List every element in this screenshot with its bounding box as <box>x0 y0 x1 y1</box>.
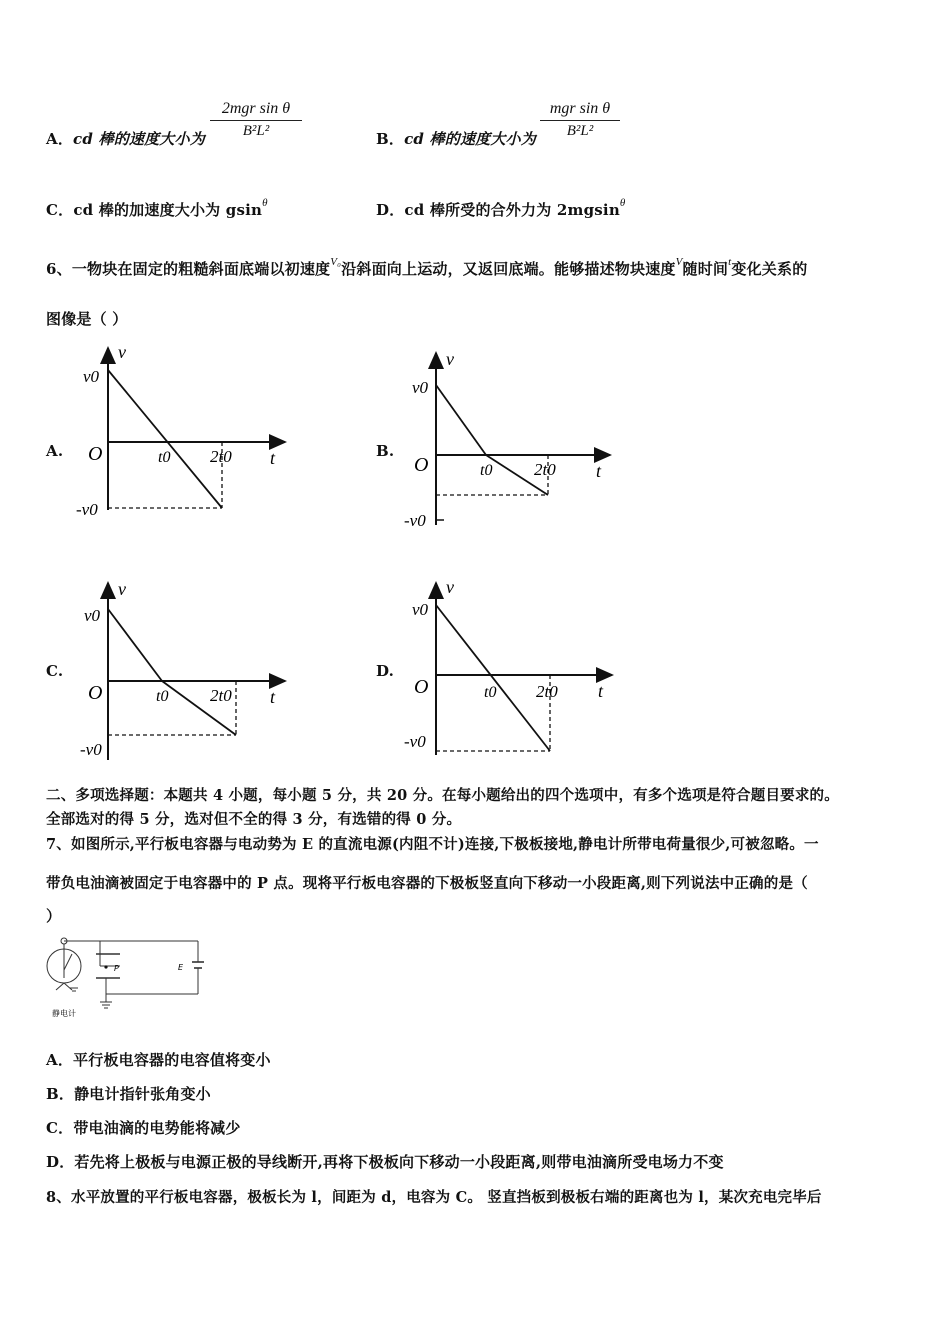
p-label: P <box>114 964 119 973</box>
velocity-line-up <box>108 609 162 681</box>
v-label: v <box>446 349 454 369</box>
2t0-label: 2t0 <box>210 447 232 466</box>
option-b-text: cd 棒的速度大小为 <box>404 130 536 148</box>
q6-option-a-label[interactable]: A. <box>46 442 64 460</box>
v0-label: v0 <box>84 606 101 625</box>
fraction-denominator: B²L² <box>242 123 270 139</box>
q7-circuit-diagram <box>40 930 220 1022</box>
origin-label: O <box>88 443 103 465</box>
t-label: t <box>270 448 276 468</box>
q5-option-a-fraction <box>210 100 302 140</box>
q6-option-c-label[interactable]: C. <box>46 662 64 680</box>
option-a-text: cd 棒的速度大小为 <box>73 130 205 148</box>
t-label: t <box>270 687 276 707</box>
q6-graph-a <box>70 340 300 540</box>
q6-stem-part: 变化关系的 <box>731 260 808 278</box>
origin-label: O <box>414 676 429 698</box>
fraction-numerator: 2mgr sin θ <box>210 100 302 121</box>
t0-label: t0 <box>484 684 497 701</box>
q6-stem-part: 沿斜面向上运动，又返回底端。能够描述物块速度 <box>341 260 676 278</box>
q8-stem-line1: 8、水平放置的平行板电容器，极板长为 l，间距为 d，电容为 C。 竖直挡板到极板右端的距离也为 l，某次充电完毕后 <box>46 1189 822 1206</box>
q6-graph-c <box>70 575 300 770</box>
q7-stem-line2: 带负电油滴被固定于电容器中的 P 点。现将平行板电容器的下极板竖直向下移动一小段距离,则下列说法中正确的是（ <box>46 875 808 892</box>
t-label: t <box>598 681 604 701</box>
theta-symbol: θ <box>262 197 268 209</box>
v0-label: v0 <box>412 600 429 619</box>
origin-label: O <box>88 682 103 704</box>
t0-label: t0 <box>156 688 169 705</box>
velocity-line-up <box>436 385 486 455</box>
electroscope-label: 静电计 <box>52 1009 76 1018</box>
v0-label: v0 <box>83 367 100 386</box>
2t0-label: 2t0 <box>536 682 558 701</box>
e-label: E <box>178 963 184 972</box>
velocity-line <box>108 370 222 508</box>
t0-label: t0 <box>158 449 171 466</box>
q5-option-b[interactable] <box>376 128 536 149</box>
option-d-text: D．cd 棒所受的合外力为 2mgsin <box>376 201 620 219</box>
v0-symbol: V₀ <box>330 256 342 268</box>
t-label: t <box>596 461 602 481</box>
option-b-label: B． <box>376 130 405 148</box>
v-label: v <box>446 577 454 597</box>
origin-label: O <box>414 454 429 476</box>
neg-v0-label: -v0 <box>76 500 98 519</box>
q7-option-c[interactable]: C．带电油滴的电势能将减少 <box>46 1119 241 1137</box>
q5-option-c[interactable] <box>46 199 268 220</box>
option-a-label: A． <box>46 130 74 148</box>
t-symbol: t <box>728 256 732 268</box>
neg-v0-label: -v0 <box>404 511 426 530</box>
v0-label: v0 <box>412 378 429 397</box>
v-symbol: V <box>675 256 683 268</box>
theta-symbol: θ <box>619 197 626 209</box>
q6-stem-line2: 图像是（ ） <box>46 310 128 328</box>
q6-graph-d <box>400 575 630 765</box>
q7-option-d[interactable]: D．若先将上极板与电源正极的导线断开,再将下极板向下移动一小段距离,则带电油滴所受电场力不变 <box>46 1153 724 1171</box>
neg-v0-label: -v0 <box>404 732 426 751</box>
2t0-label: 2t0 <box>534 460 556 479</box>
fraction-numerator: mgr sin θ <box>540 100 620 121</box>
velocity-line <box>436 605 550 751</box>
oil-drop-point <box>104 965 107 968</box>
v-label: v <box>118 579 126 599</box>
q6-option-b-label[interactable]: B. <box>376 442 395 460</box>
v-label: v <box>118 342 126 362</box>
q5-option-b-fraction <box>540 100 620 140</box>
q7-stem-line1: 7、如图所示,平行板电容器与电动势为 E 的直流电源(内阻不计)连接,下极板接地,静电计所带电荷量很少,可被忽略。一 <box>46 836 819 853</box>
q6-option-d-label[interactable]: D. <box>376 662 395 680</box>
2t0-label: 2t0 <box>210 686 232 705</box>
q5-option-a[interactable] <box>46 128 205 149</box>
q6-stem-part: 随时间 <box>682 260 729 278</box>
neg-v0-label: -v0 <box>80 740 102 759</box>
section2-header-line2: 全部选对的得 5 分，选对但不全的得 3 分，有选错的得 0 分。 <box>46 811 462 828</box>
option-c-text: C．cd 棒的加速度大小为 gsin <box>46 201 263 219</box>
q6-stem-line1 <box>46 258 807 279</box>
section2-header-line1: 二、多项选择题：本题共 4 小题，每小题 5 分，共 20 分。在每小题给出的四个选项中，有多个选项是符合题目要求的。 <box>46 787 839 804</box>
q6-graph-b <box>400 345 630 535</box>
t0-label: t0 <box>480 462 493 479</box>
fraction-denominator: B²L² <box>566 123 594 139</box>
q6-stem-part: 6、一物块在固定的粗糙斜面底端以初速度 <box>46 260 331 278</box>
q7-stem-line3: ） <box>46 907 62 925</box>
q7-option-b[interactable]: B．静电计指针张角变小 <box>46 1085 211 1103</box>
q7-option-a[interactable]: A．平行板电容器的电容值将变小 <box>46 1051 271 1069</box>
q5-option-d[interactable] <box>376 199 626 220</box>
